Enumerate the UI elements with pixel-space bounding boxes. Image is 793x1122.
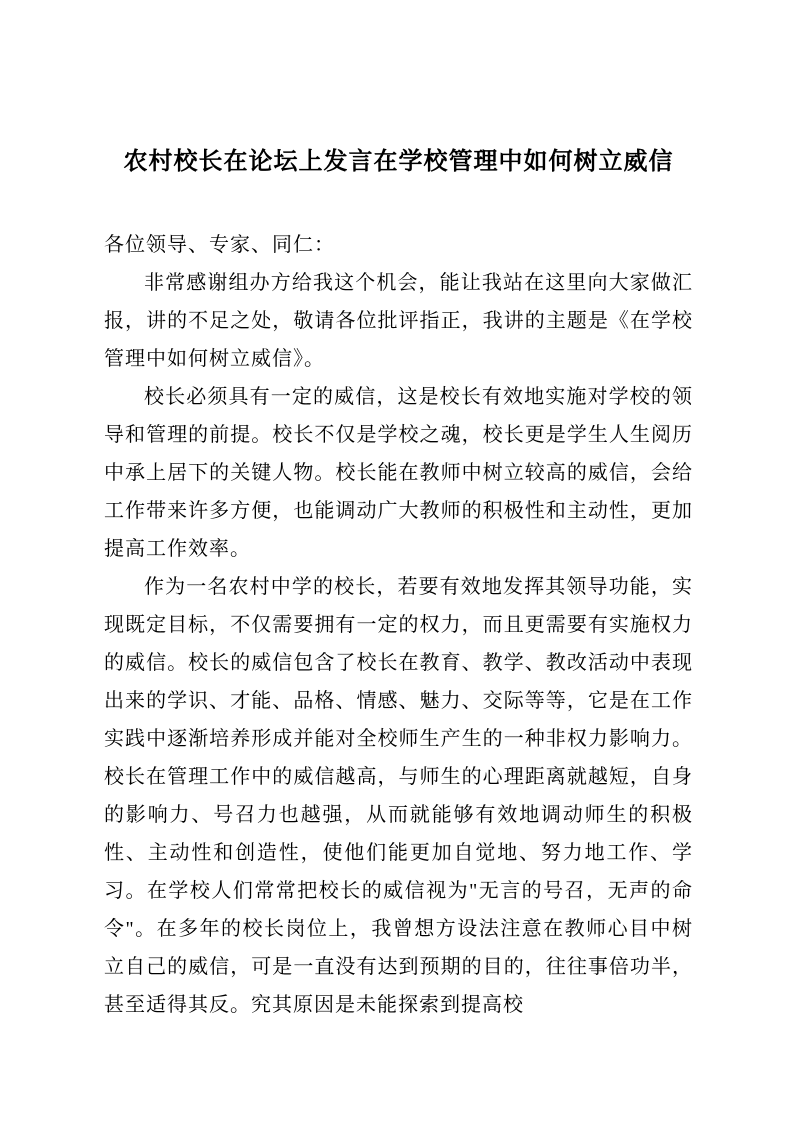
body-paragraph: 非常感谢组办方给我这个机会，能让我站在这里向大家做汇报，讲的不足之处，敬请各位批评指正，我讲的主题是《在学校管理中如何树立威信》。 — [104, 272, 693, 370]
body-paragraph: 校长必须具有一定的威信，这是校长有效地实施对学校的领导和管理的前提。校长不仅是学校之魂，校长更是学生人生阅历中承上居下的关键人物。校长能在教师中树立较高的威信，会给工作带来许多方便，也能调动广大教师的积极性和主动性，更加提高工作效率。 — [104, 386, 693, 560]
document-title: 农村校长在论坛上发言在学校管理中如何树立威信 — [123, 149, 674, 175]
document-body — [104, 226, 693, 1024]
salutation-paragraph: 各位领导、专家、同仁： — [104, 234, 335, 256]
body-paragraph: 作为一名农村中学的校长，若要有效地发挥其领导功能，实现既定目标，不仅需要拥有一定的权力，而且更需要有实施权力的威信。校长的威信包含了校长在教育、教学、教改活动中表现出来的学识、才能、品格、情感、魅力、交际等等，它是在工作实践中逐渐培养形成并能对全校师生产生的一种非权力影响力。校长在管理工作中的威信越高，与师生的心理距离就越短，自身的影响力、号召力也越强，从而就能够有效地调动师生的积极性、主动性和创造性，使他们能更加自觉地、努力地工作、学习。在学校人们常常把校长的威信视为"无言的号召，无声的命令"。在多年的校长岗位上，我曾想方设法注意在教师心目中树立自己的威信，可是一直没有达到预期的目的，往往事倍功半，甚至适得其反。究其原因是未能探索到提高校 — [104, 576, 693, 1016]
